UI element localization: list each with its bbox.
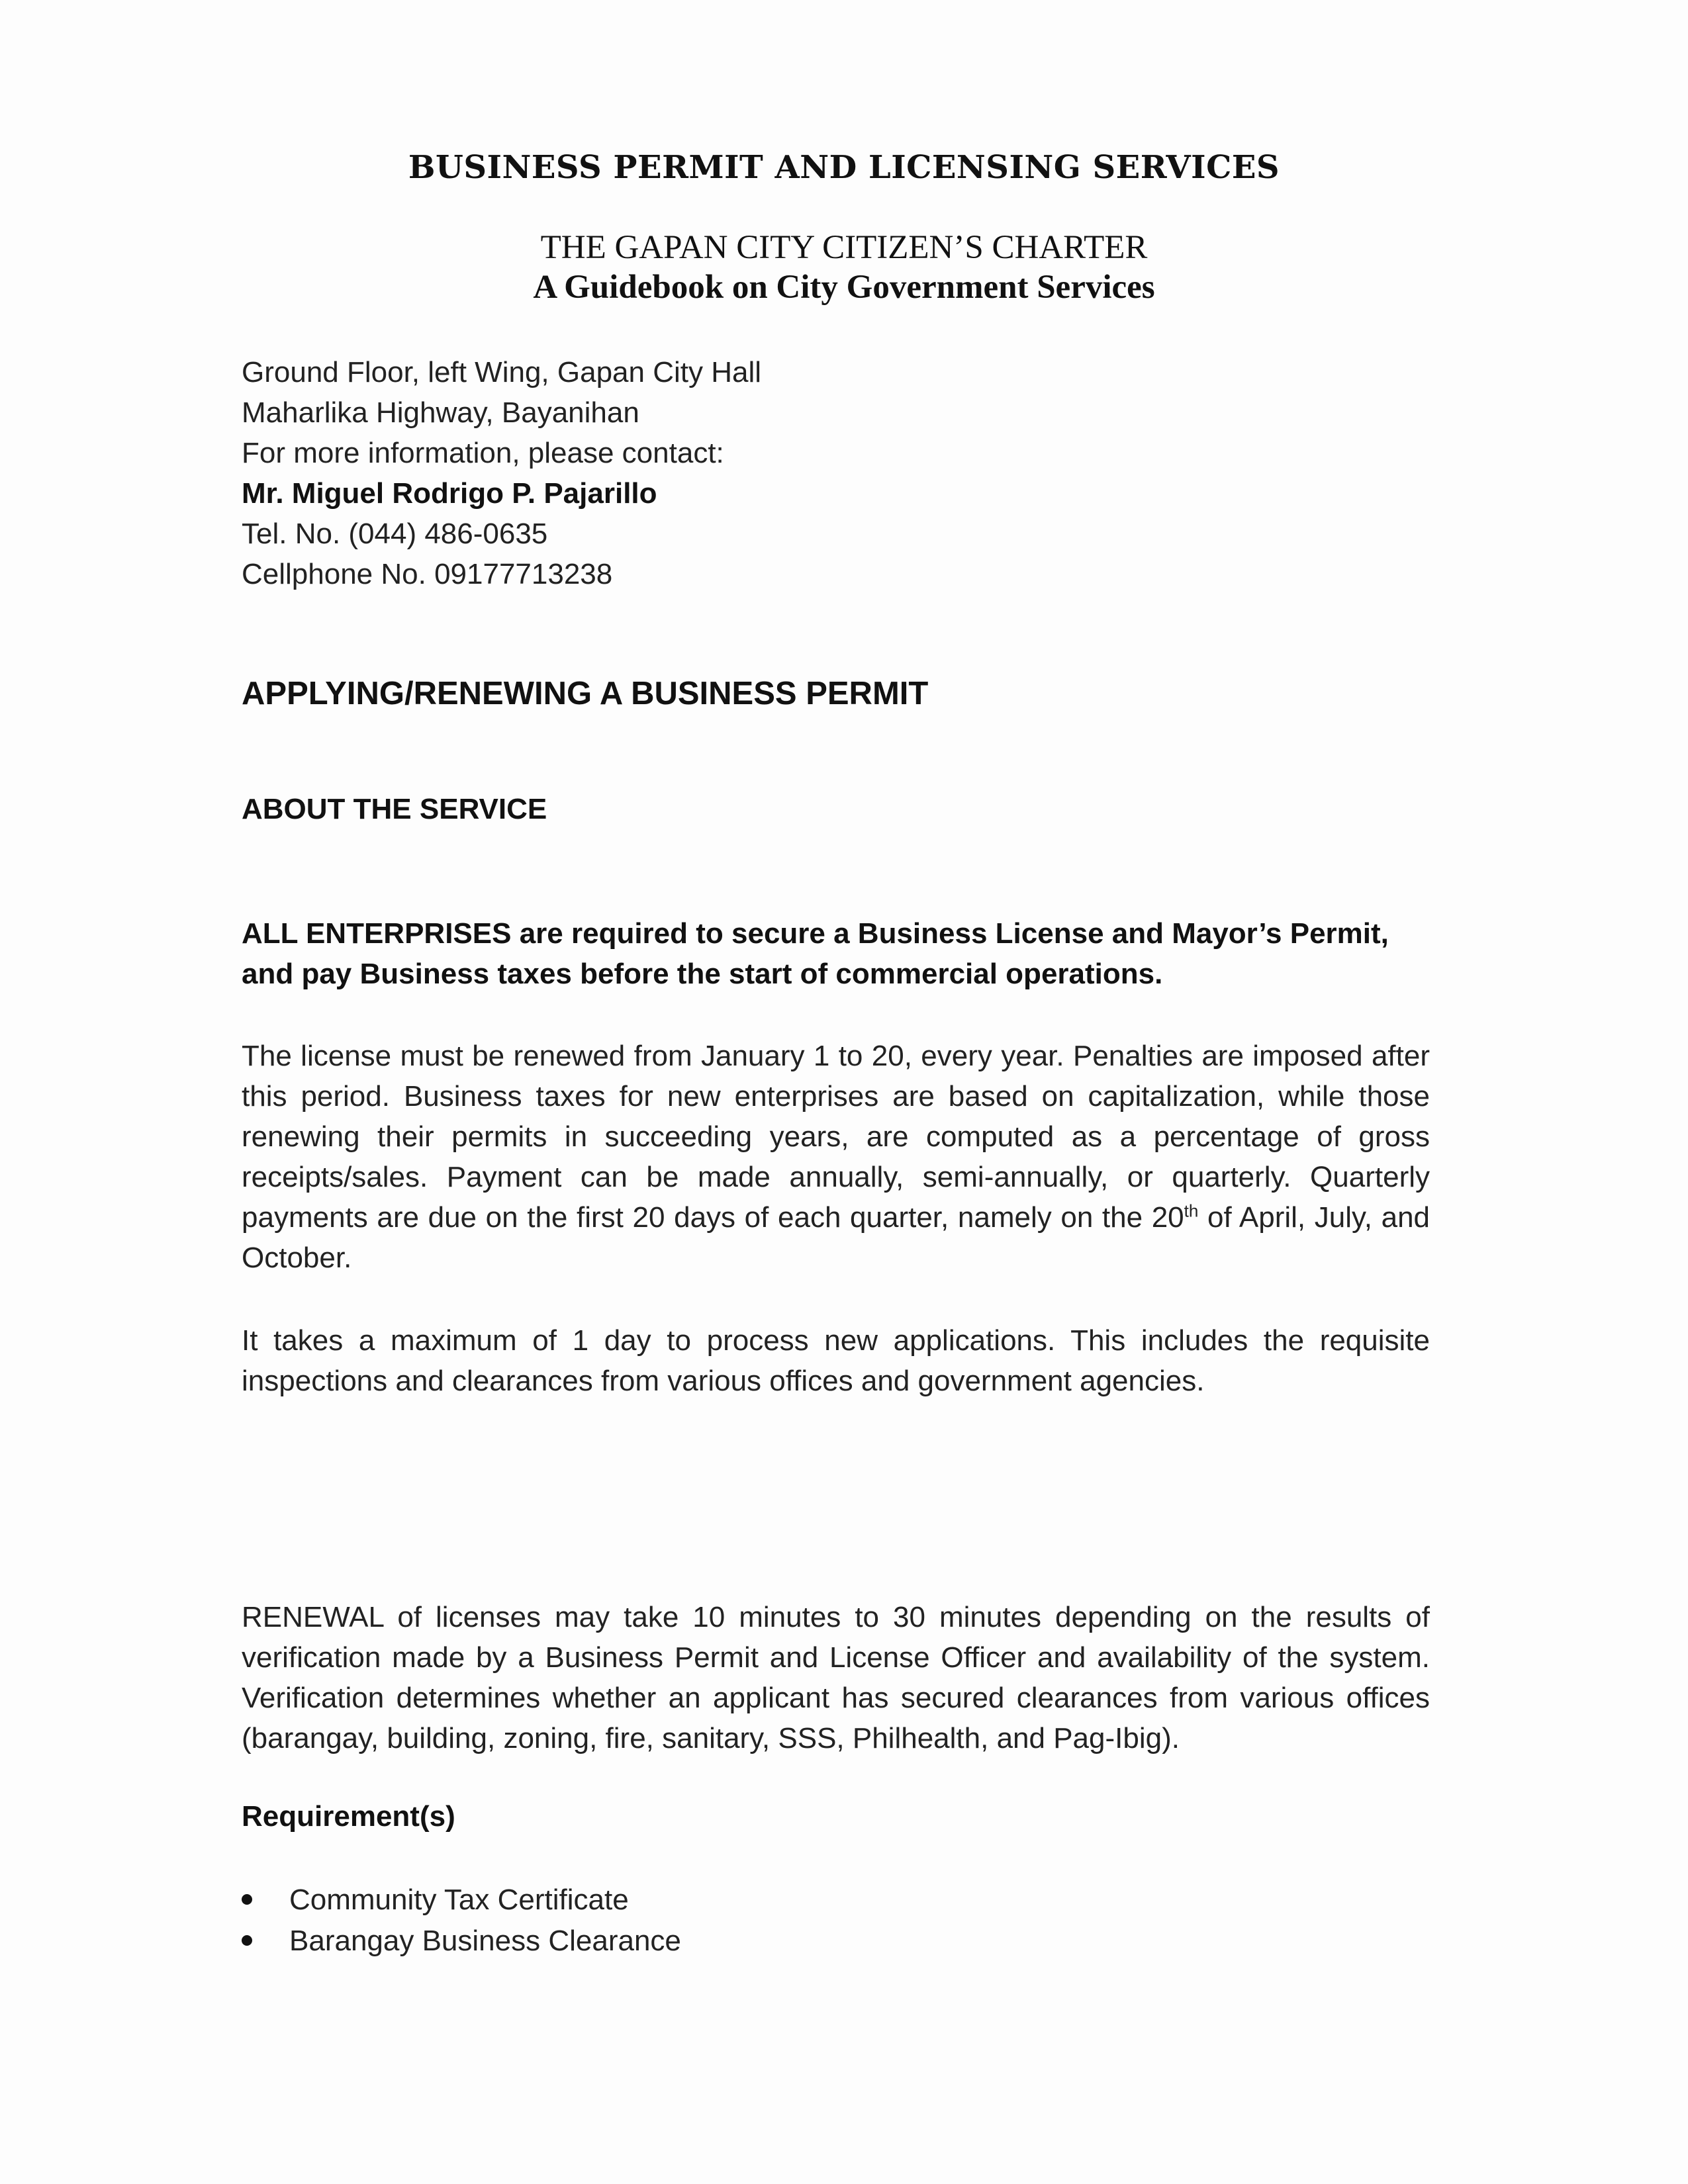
contact-prompt: For more information, please contact: [242, 437, 724, 469]
section-heading: APPLYING/RENEWING A BUSINESS PERMIT [242, 676, 929, 711]
bullet-icon [242, 1935, 252, 1946]
processing-time-paragraph: It takes a maximum of 1 day to process new applications. This includes the requisite inspections and clearances from various offices and government agencies. [242, 1324, 1430, 1397]
list-item [242, 1880, 681, 1921]
license-renewal-paragraph [242, 1036, 1430, 1278]
ordinal-suffix: th [1184, 1201, 1199, 1221]
charter-title: THE GAPAN CITY CITIZEN’S CHARTER [540, 229, 1148, 266]
document-title: BUSINESS PERMIT AND LICENSING SERVICES [408, 149, 1280, 186]
guidebook-subtitle: A Guidebook on City Government Services [533, 269, 1155, 306]
license-paragraph-main: The license must be renewed from January 1 to 20, every year. Penalties are imposed after this period. Business taxes for new enterprises are based on capitalization, while those renewing their permits in succeeding years, are computed as a percentage of gross receipts/sales. Payment can be made annually, semi-annually, or quarterly. Quarterly payments are due on the first 20 days of each quarter, namely on the 20 [242, 1040, 1430, 1234]
renewal-paragraph: RENEWAL of licenses may take 10 minutes to 30 minutes depending on the results of verification made by a Business Permit and License Officer and availability of the system. Verification determines whether an applicant has secured clearances from various offices (barangay, building, zoning, fire, sanitary, SSS, Philhealth, and Pag-Ibig). [242, 1601, 1430, 1754]
about-heading: ABOUT THE SERVICE [242, 793, 547, 825]
address-line-2: Maharlika Highway, Bayanihan [242, 396, 639, 429]
cellphone-number: Cellphone No. 09177713238 [242, 558, 613, 590]
address-line-1: Ground Floor, left Wing, Gapan City Hall [242, 356, 761, 388]
telephone-number: Tel. No. (044) 486-0635 [242, 518, 548, 550]
requirements-heading: Requirement(s) [242, 1800, 455, 1833]
license-paragraph-end: of April, July, and October. [242, 1201, 1430, 1274]
list-item [242, 1921, 681, 1962]
bullet-icon [242, 1894, 252, 1905]
contact-block [242, 352, 1433, 594]
enterprise-requirement-paragraph: ALL ENTERPRISES are required to secure a Business License and Mayor’s Permit, and pay Business taxes before the start of commercial operations. [242, 917, 1389, 990]
requirement-text: Barangay Business Clearance [289, 1925, 681, 1957]
requirements-list [242, 1880, 681, 1962]
requirement-text: Community Tax Certificate [289, 1884, 629, 1916]
contact-name: Mr. Miguel Rodrigo P. Pajarillo [242, 477, 657, 510]
